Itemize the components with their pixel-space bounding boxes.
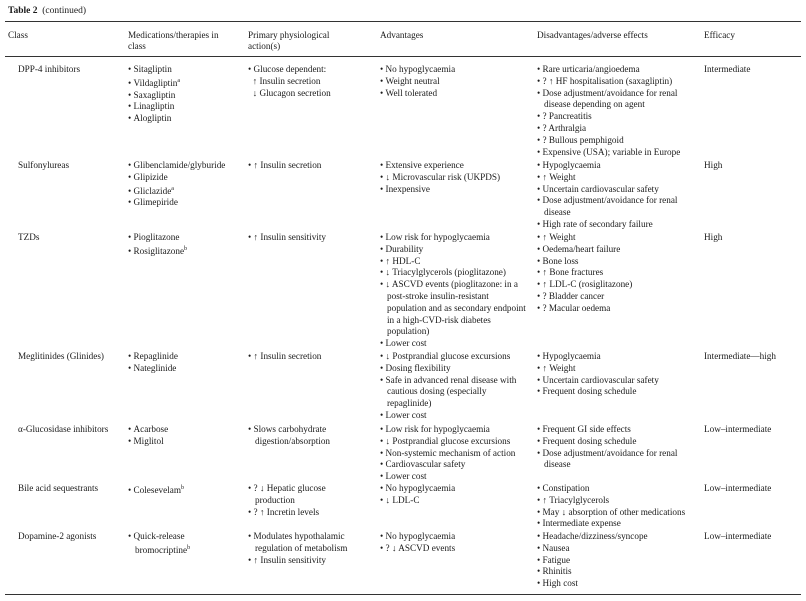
medication-name: Pioglitazone — [133, 232, 180, 242]
disadvantage-item: • ? Pancreatitis — [537, 111, 695, 123]
action-item: • ? ↓ Hepatic glucose production — [248, 483, 366, 507]
disadvantage-item: • Frequent GI side effects — [537, 424, 695, 436]
action-item: ↓ Glucagon secretion — [252, 87, 331, 98]
row-class: DPP-4 inhibitors — [18, 64, 81, 74]
medication-item — [128, 436, 240, 448]
action-item: • ↑ Insulin sensitivity — [248, 555, 366, 567]
medication-name: Glimepiride — [133, 197, 178, 208]
medication-item — [128, 424, 240, 436]
medication-item — [128, 363, 240, 375]
disadvantage-item: • Dose adjustment/avoidance for renal disease — [537, 195, 695, 219]
advantage-item: • Well tolerated — [380, 88, 528, 100]
action-item: • Modulates hypothalamic regulation of metabolism — [248, 531, 366, 555]
header-medications: Medications/therapies in class — [128, 30, 219, 52]
row-advantages — [380, 531, 528, 555]
disadvantage-item: • Constipation — [537, 483, 695, 495]
advantage-item: • Lower cost — [380, 338, 528, 350]
table-label: Table 2 — [8, 6, 38, 16]
medication-item — [128, 531, 240, 557]
medication-name: Nateglinide — [133, 362, 177, 373]
disadvantage-item: • Rhinitis — [537, 566, 695, 578]
disadvantage-item: • ? ↑ HF hospitalisation (saxagliptin) — [537, 76, 695, 88]
medication-item — [128, 232, 240, 244]
header-disadvantages: Disadvantages/adverse effects — [537, 30, 648, 40]
medication-item — [128, 197, 240, 209]
disadvantage-item: • Rare urticaria/angioedema — [537, 64, 695, 76]
medication-name: Repaglinide — [133, 351, 178, 361]
advantage-item: • ↑ HDL-C — [380, 256, 528, 268]
row-class: Meglitinides (Glinides) — [18, 351, 104, 361]
medication-item — [128, 101, 240, 113]
medication-name: Linagliptin — [133, 101, 175, 112]
row-medications — [128, 531, 240, 557]
medication-name: Miglitol — [133, 435, 164, 446]
row-action — [248, 424, 366, 448]
action-item: • ↑ Insulin secretion — [248, 351, 366, 363]
row-class: Dopamine-2 agonists — [18, 531, 97, 541]
footnote-marker: b — [187, 544, 191, 551]
advantage-item: • Safe in advanced renal disease with cautious dosing (especially repaglinide) — [380, 375, 528, 410]
medication-name: Glibenclamide/glyburide — [133, 160, 226, 170]
disadvantage-item: • ? Bladder cancer — [537, 291, 695, 303]
disadvantage-item: • ↑ Bone fractures — [537, 267, 695, 279]
disadvantage-item: • Uncertain cardiovascular safety — [537, 375, 695, 387]
disadvantage-item: • Uncertain cardiovascular safety — [537, 184, 695, 196]
disadvantage-item: • Frequent dosing schedule — [537, 436, 695, 448]
advantage-item: • ? ↓ ASCVD events — [380, 543, 528, 555]
medication-name: Saxagliptin — [133, 89, 176, 100]
row-advantages — [380, 232, 528, 350]
action-item: • ? ↑ Incretin levels — [248, 507, 366, 519]
disadvantage-item: • Frequent dosing schedule — [537, 386, 695, 398]
advantage-item: • ↓ Postprandial glucose excursions — [380, 351, 528, 363]
advantage-item: • Durability — [380, 244, 528, 256]
disadvantage-item: • Dose adjustment/avoidance for renal disease — [537, 448, 695, 472]
row-medications — [128, 483, 240, 497]
advantage-item: • Weight neutral — [380, 76, 528, 88]
medication-item — [128, 76, 240, 90]
row-advantages — [380, 160, 528, 195]
medication-name: Quick-release bromocriptine — [133, 531, 188, 555]
disadvantage-item: • Dose adjustment/avoidance for renal disease depending on agent — [537, 88, 695, 112]
disadvantage-item: • ? Macular oedema — [537, 303, 695, 315]
advantage-item: • Lower cost — [380, 471, 528, 483]
row-advantages — [380, 351, 528, 422]
row-advantages — [380, 64, 528, 99]
row-advantages — [380, 424, 528, 483]
header-rule — [5, 56, 801, 57]
header-class: Class — [8, 30, 28, 40]
disadvantage-item: • High rate of secondary failure — [537, 219, 695, 231]
row-action — [248, 232, 366, 244]
disadvantage-item: • ↑ Weight — [537, 232, 695, 244]
medication-item — [128, 113, 240, 125]
row-disadvantages — [537, 160, 695, 231]
advantage-item: • No hypoglycaemia — [380, 64, 528, 76]
medication-item — [128, 483, 240, 497]
row-medications — [128, 424, 240, 448]
action-item: • Slows carbohydrate digestion/absorption — [248, 424, 366, 448]
row-action — [248, 531, 366, 566]
row-medications — [128, 351, 240, 375]
medication-name: Glipizide — [133, 171, 168, 182]
row-class: Bile acid sequestrants — [18, 483, 99, 493]
row-class: TZDs — [18, 232, 40, 242]
advantage-item: • ↓ Postprandial glucose excursions — [380, 436, 528, 448]
row-disadvantages — [537, 424, 695, 471]
medication-item — [128, 64, 240, 76]
action-item: ↑ Insulin secretion — [252, 75, 321, 86]
disadvantage-item: • May ↓ absorption of other medications — [537, 507, 695, 519]
footnote-marker: b — [184, 245, 188, 252]
header-action: Primary physiological action(s) — [248, 30, 330, 52]
row-disadvantages — [537, 232, 695, 315]
row-efficacy: Intermediate—high — [704, 351, 776, 361]
disadvantage-item: • Hypoglycaemia — [537, 351, 695, 363]
advantage-item: • Low risk for hypoglycaemia — [380, 232, 528, 244]
medication-item — [128, 160, 240, 172]
row-disadvantages — [537, 64, 695, 158]
row-medications — [128, 160, 240, 209]
row-efficacy: Low–intermediate — [704, 531, 772, 541]
advantage-item: • ↓ LDL-C — [380, 495, 528, 507]
disadvantage-item: • ? Bullous pemphigoid — [537, 135, 695, 147]
disadvantage-item: • ? Arthralgia — [537, 123, 695, 135]
medication-name: Acarbose — [133, 424, 169, 434]
disadvantage-item: • ↑ Weight — [537, 363, 695, 375]
row-action — [248, 160, 366, 172]
disadvantage-item: • High cost — [537, 578, 695, 590]
disadvantage-item: • ↑ Triacylglycerols — [537, 495, 695, 507]
footnote-marker: a — [171, 185, 174, 192]
action-item: • ↑ Insulin sensitivity — [248, 232, 366, 244]
advantage-item: • No hypoglycaemia — [380, 483, 528, 495]
footnote-marker: b — [180, 485, 184, 491]
disadvantage-item: • Oedema/heart failure — [537, 244, 695, 256]
medication-name: Rosiglitazone — [133, 245, 185, 256]
row-action — [248, 351, 366, 363]
advantage-item: • Cardiovascular safety — [380, 459, 528, 471]
row-disadvantages — [537, 531, 695, 590]
disadvantage-item: • Bone loss — [537, 256, 695, 268]
action-item: • Glucose dependent: — [248, 64, 366, 76]
disadvantage-item: • Hypoglycaemia — [537, 160, 695, 172]
medication-name: Colesevelam — [133, 485, 181, 496]
table-caption — [8, 6, 86, 16]
row-efficacy: Low–intermediate — [704, 483, 772, 493]
medication-item — [128, 172, 240, 184]
row-disadvantages — [537, 351, 695, 398]
footnote-marker: a — [177, 77, 181, 84]
row-class: α-Glucosidase inhibitors — [18, 424, 109, 434]
advantage-item: • ↓ Triacylglycerols (pioglitazone) — [380, 267, 528, 279]
medication-item — [128, 184, 240, 198]
advantage-item: • ↓ Microvascular risk (UKPDS) — [380, 172, 528, 184]
disadvantage-item: • Nausea — [537, 543, 695, 555]
disadvantage-item: • Expensive (USA); variable in Europe — [537, 147, 695, 159]
medication-name: Alogliptin — [133, 113, 172, 124]
action-item: • ↑ Insulin secretion — [248, 160, 366, 172]
row-action — [248, 64, 366, 99]
disadvantage-item: • Intermediate expense — [537, 518, 695, 530]
medication-name: Sitagliptin — [133, 64, 172, 74]
row-medications — [128, 232, 240, 258]
advantage-item: • Inexpensive — [380, 184, 528, 196]
disadvantage-item: • ↑ Weight — [537, 172, 695, 184]
medication-item — [128, 351, 240, 363]
header-efficacy: Efficacy — [704, 30, 735, 40]
advantage-item: • Low risk for hypoglycaemia — [380, 424, 528, 436]
top-rule — [5, 21, 801, 22]
row-efficacy: Low–intermediate — [704, 424, 772, 434]
medication-name: Vildagliptin — [133, 77, 178, 88]
row-action — [248, 483, 366, 518]
row-efficacy: Intermediate — [704, 64, 751, 74]
row-efficacy: High — [704, 160, 723, 170]
row-class: Sulfonylureas — [18, 160, 70, 170]
advantage-item: • No hypoglycaemia — [380, 531, 528, 543]
advantage-item: • Non-systemic mechanism of action — [380, 448, 528, 460]
disadvantage-item: • Fatigue — [537, 555, 695, 567]
table-caption-suffix: (continued) — [42, 6, 87, 16]
bottom-rule — [5, 594, 801, 595]
advantage-item: • ↓ ASCVD events (pioglitazone: in a post-stroke insulin-resistant population and as secondary endpoint in a high-CVD-risk diabetes population) — [380, 279, 528, 338]
header-advantages: Advantages — [380, 30, 424, 40]
advantage-item: • Dosing flexibility — [380, 363, 528, 375]
advantage-item: • Extensive experience — [380, 160, 528, 172]
disadvantage-item: • ↑ LDL-C (rosiglitazone) — [537, 279, 695, 291]
medication-name: Gliclazide — [133, 185, 172, 196]
row-efficacy: High — [704, 232, 723, 242]
medication-item — [128, 90, 240, 102]
row-disadvantages — [537, 483, 695, 530]
row-medications — [128, 64, 240, 125]
advantage-item: • Lower cost — [380, 410, 528, 422]
disadvantage-item: • Headache/dizziness/syncope — [537, 531, 695, 543]
row-advantages — [380, 483, 528, 507]
medication-item — [128, 244, 240, 258]
